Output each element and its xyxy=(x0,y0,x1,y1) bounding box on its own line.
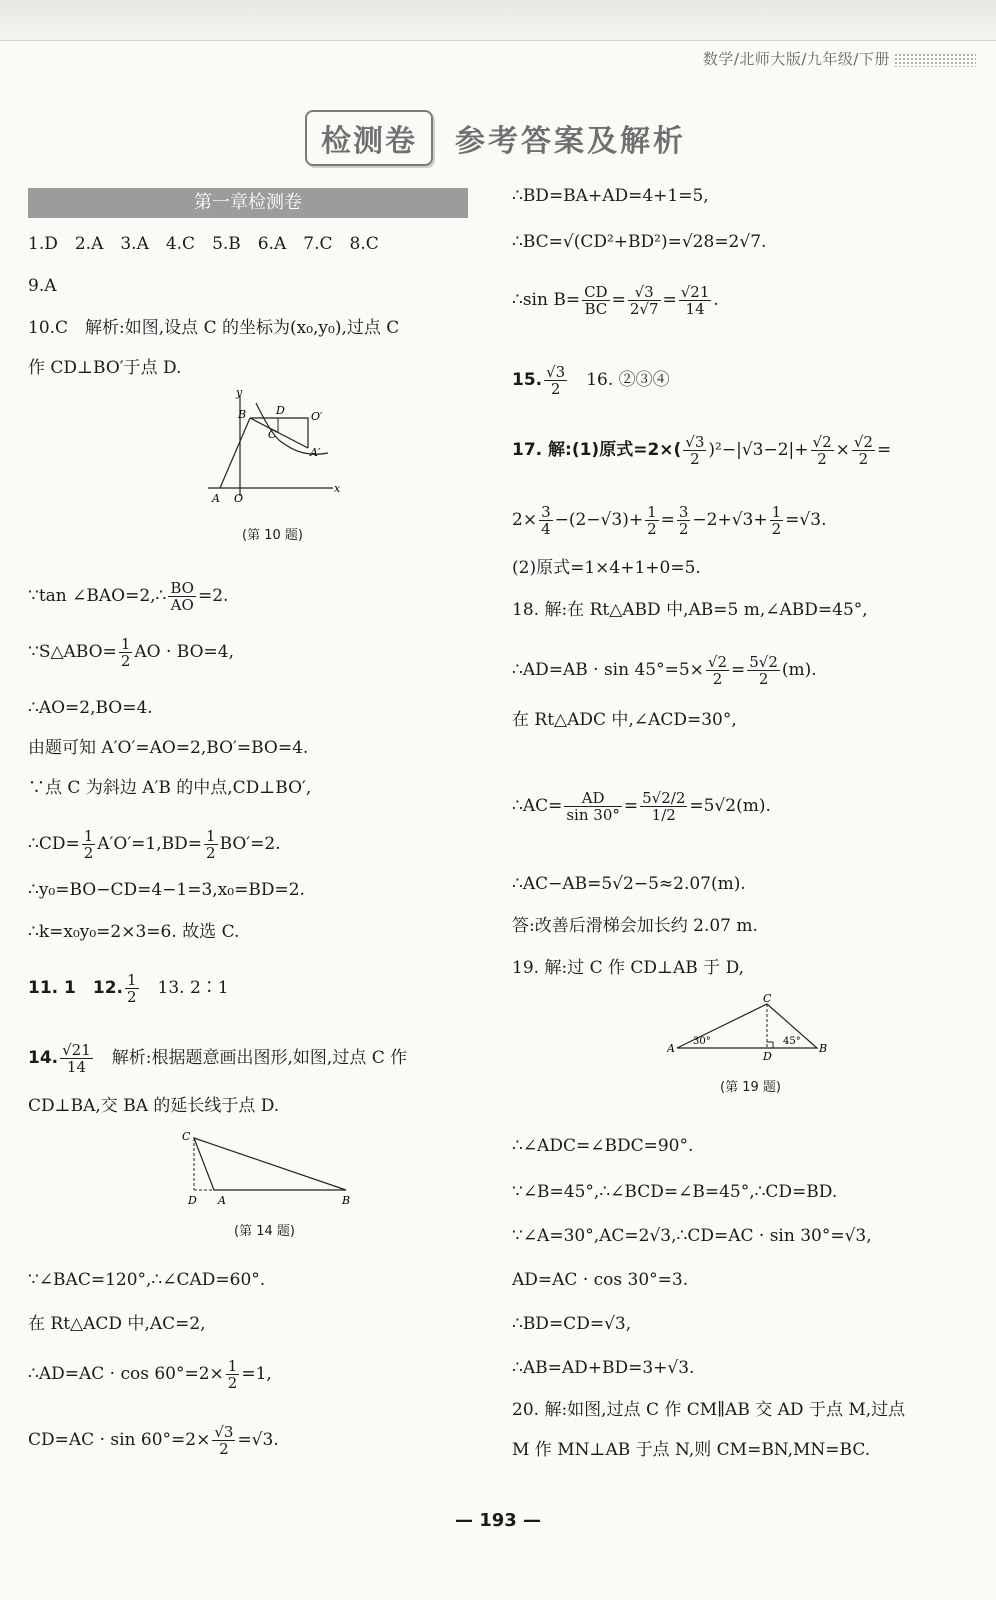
text: CD=AC · sin 60°=2× xyxy=(28,1430,211,1450)
q10-cd-line xyxy=(28,828,281,861)
text: 17. 解:(1)原式=2×( xyxy=(512,440,682,460)
series-label: 数学/北师大版/九年级/下册 xyxy=(702,50,890,68)
fraction xyxy=(640,790,687,823)
denominator: 1/2 xyxy=(651,806,676,824)
numerator: 5√2/2 xyxy=(642,789,686,807)
fraction xyxy=(811,434,834,467)
fraction xyxy=(82,828,96,861)
q14-line-3: ∵∠BAC=120°,∴∠CAD=60°. xyxy=(28,1270,266,1290)
numerator: √3 xyxy=(628,284,661,301)
denominator: AO xyxy=(170,596,194,614)
text: ∴AD=AB · sin 45°=5× xyxy=(512,660,704,680)
denominator: 2 xyxy=(817,450,827,468)
text: ∴AD=AC · cos 60°=2× xyxy=(28,1364,224,1384)
fig14-label-D: D xyxy=(188,1194,197,1207)
fraction xyxy=(119,636,133,669)
text: =√3. xyxy=(237,1430,279,1450)
text: =1, xyxy=(241,1364,272,1384)
text: × xyxy=(835,440,850,460)
text: = xyxy=(731,660,746,680)
top-bar xyxy=(0,0,996,41)
fig14-label-A: A xyxy=(218,1194,226,1207)
numerator: 1 xyxy=(126,971,137,989)
fraction xyxy=(706,654,729,687)
answers-11-13 xyxy=(28,972,229,1005)
q19-line-5: AD=AC · cos 30°=3. xyxy=(512,1270,689,1290)
fig10-label-y: y xyxy=(236,388,243,399)
text: A′O′=1,BD= xyxy=(97,834,203,854)
series-header xyxy=(703,48,976,69)
numerator: √3 xyxy=(685,433,705,451)
denominator: 4 xyxy=(541,520,551,538)
denominator: 2 xyxy=(858,450,869,468)
numerator: 1 xyxy=(647,503,657,521)
q10-text-2: 作 CD⊥BO′于点 D. xyxy=(28,358,182,378)
numerator: BO xyxy=(170,579,194,597)
figure-14 xyxy=(176,1128,366,1208)
fig14-label-B: B xyxy=(342,1194,351,1207)
dots-decoration xyxy=(894,53,976,67)
numerator: 1 xyxy=(120,635,131,653)
fraction xyxy=(628,284,661,317)
q19-line-6: ∴BD=CD=√3, xyxy=(512,1314,632,1334)
fraction xyxy=(747,654,780,687)
fig19-angle-30: 30° xyxy=(693,1036,711,1047)
numerator: √3 xyxy=(546,363,566,381)
text: ∵S△ABO= xyxy=(28,642,117,662)
text: = xyxy=(623,796,639,816)
q14-sin-line xyxy=(512,284,719,317)
fraction xyxy=(544,364,567,397)
text: )²−|√3−2|+ xyxy=(708,440,809,460)
text: = xyxy=(662,290,677,310)
fig10-label-D: D xyxy=(276,404,285,417)
fraction xyxy=(212,1424,235,1457)
q10-text-1: 10.C 解析:如图,设点 C 的坐标为(x₀,y₀),过点 C xyxy=(28,318,400,338)
q18-line-1: 18. 解:在 Rt△ABD 中,AB=5 m,∠ABD=45°, xyxy=(512,600,868,620)
fig10-label-x: x xyxy=(334,482,341,495)
text: −2+√3+ xyxy=(692,510,768,530)
text: 2× xyxy=(512,510,538,530)
q17-line-3: (2)原式=1×4+1+0=5. xyxy=(512,558,701,578)
fig19-caption: (第 19 题) xyxy=(720,1080,781,1095)
text: 14. xyxy=(28,1048,59,1068)
numerator: √2 xyxy=(707,653,728,671)
fig10-label-B: B xyxy=(238,408,247,421)
chapter-heading: 第一章检测卷 xyxy=(28,188,468,218)
fraction xyxy=(683,434,706,467)
denominator: BC xyxy=(584,300,608,318)
numerator: 3 xyxy=(678,503,689,521)
numerator: 3 xyxy=(541,503,551,521)
fig19-label-A: A xyxy=(667,1042,675,1055)
numerator: √3 xyxy=(214,1423,234,1441)
fraction xyxy=(852,434,875,467)
q18-answer: 答:改善后滑梯会加长约 2.07 m. xyxy=(512,916,758,936)
fraction xyxy=(645,504,659,537)
text: =5√2(m). xyxy=(689,796,771,816)
q10-line-12: ∴k=x₀y₀=2×3=6. 故选 C. xyxy=(28,922,240,942)
text: =√3. xyxy=(785,510,827,530)
text: ∴CD= xyxy=(28,834,80,854)
title-text: 参考答案及解析 xyxy=(455,124,686,159)
fraction xyxy=(60,1042,93,1075)
figure-19 xyxy=(667,992,837,1062)
denominator: 2 xyxy=(83,844,94,862)
numerator: 1 xyxy=(771,503,782,521)
q14-line-2: CD⊥BA,交 BA 的延长线于点 D. xyxy=(28,1096,280,1116)
text: = xyxy=(876,440,892,460)
denominator: 2 xyxy=(227,1374,238,1392)
denominator: 2√7 xyxy=(629,300,659,318)
answer-9: 9.A xyxy=(28,276,57,296)
fraction xyxy=(582,284,610,317)
q19-line-2: ∴∠ADC=∠BDC=90°. xyxy=(512,1136,694,1156)
text: BO′=2. xyxy=(219,834,281,854)
title-box: 检测卷 xyxy=(305,110,433,166)
q10-line-7: ∴AO=2,BO=4. xyxy=(28,698,153,718)
q10-tan-line xyxy=(28,580,228,613)
numerator: √2 xyxy=(812,433,832,451)
denominator: 2 xyxy=(678,520,689,538)
text: AO · BO=4, xyxy=(134,642,234,662)
q19-line-3: ∵∠B=45°,∴∠BCD=∠B=45°,∴CD=BD. xyxy=(512,1182,838,1202)
fig10-label-O: O xyxy=(234,492,244,505)
fig10-label-A: A xyxy=(212,492,220,505)
q17-line-1 xyxy=(512,434,891,467)
q14-line-1 xyxy=(28,1042,407,1075)
fig19-angle-45: 45° xyxy=(783,1036,801,1047)
numerator: √21 xyxy=(680,283,710,301)
text: 13. 2∶1 xyxy=(140,978,229,998)
q19-line-7: ∴AB=AD+BD=3+√3. xyxy=(512,1358,695,1378)
text: (m). xyxy=(781,660,817,680)
denominator: 2 xyxy=(206,844,216,862)
denominator: sin 30° xyxy=(566,806,620,824)
fraction xyxy=(539,504,553,537)
q20-line-2: M 作 MN⊥AB 于点 N,则 CM=BN,MN=BC. xyxy=(512,1440,871,1460)
q10-area-line xyxy=(28,636,234,669)
q14-ad-line xyxy=(28,1358,272,1391)
denominator: 14 xyxy=(66,1058,86,1076)
q14-bc-line: ∴BC=√(CD²+BD²)=√28=2√7. xyxy=(512,232,767,252)
figure-10 xyxy=(198,388,368,508)
numerator: AD xyxy=(564,790,622,807)
q18-line-3: 在 Rt△ADC 中,∠ACD=30°, xyxy=(512,710,737,730)
q18-ac-line xyxy=(512,790,771,823)
denominator: 2 xyxy=(712,670,723,688)
fraction xyxy=(770,504,784,537)
text: = xyxy=(660,510,675,530)
fig10-label-O1: O′ xyxy=(311,410,323,423)
q10-line-9: ∵点 C 为斜边 A′B 的中点,CD⊥BO′, xyxy=(28,778,312,798)
numerator: √21 xyxy=(62,1041,91,1059)
q17-line-2 xyxy=(512,504,826,537)
numerator: 5√2 xyxy=(749,653,778,671)
q10-line-11: ∴y₀=BO−CD=4−1=3,x₀=BD=2. xyxy=(28,880,305,900)
denominator: 2 xyxy=(550,380,561,398)
text: ∵tan ∠BAO=2,∴ xyxy=(28,586,167,606)
q10-line-8: 由题可知 A′O′=AO=2,BO′=BO=4. xyxy=(28,738,309,758)
text: ∴AC= xyxy=(512,796,563,816)
text: −(2−√3)+ xyxy=(554,510,644,530)
fig19-label-C: C xyxy=(763,992,772,1005)
fraction xyxy=(679,284,712,317)
denominator: 2 xyxy=(126,988,137,1006)
text: 16. ②③④ xyxy=(569,370,670,390)
fig14-caption: (第 14 题) xyxy=(234,1224,295,1239)
fraction xyxy=(564,790,622,823)
text: = xyxy=(611,290,626,310)
fraction xyxy=(125,972,139,1005)
q14-line-4: 在 Rt△ACD 中,AC=2, xyxy=(28,1314,206,1334)
q14-bd-line: ∴BD=BA+AD=4+1=5, xyxy=(512,186,709,206)
denominator: 2 xyxy=(690,450,700,468)
denominator: 2 xyxy=(647,520,657,538)
fig10-caption: (第 10 题) xyxy=(242,528,303,543)
q18-line-5: ∴AC−AB=5√2−5≈2.07(m). xyxy=(512,874,746,894)
numerator: 1 xyxy=(206,827,216,845)
page-title xyxy=(305,110,686,166)
fig10-label-A1: A′ xyxy=(310,446,321,459)
text: ∴sin B= xyxy=(512,290,581,310)
text: 解析:根据题意画出图形,如图,过点 C 作 xyxy=(94,1048,408,1068)
q19-line-4: ∵∠A=30°,AC=2√3,∴CD=AC · sin 30°=√3, xyxy=(512,1226,872,1246)
text: 15. xyxy=(512,370,543,390)
fig19-label-B: B xyxy=(819,1042,828,1055)
fraction xyxy=(677,504,691,537)
q20-line-1: 20. 解:如图,过点 C 作 CM∥AB 交 AD 于点 M,过点 xyxy=(512,1400,906,1420)
q19-line-1: 19. 解:过 C 作 CD⊥AB 于 D, xyxy=(512,958,745,978)
denominator: 14 xyxy=(685,300,705,318)
fraction xyxy=(226,1358,240,1391)
fraction xyxy=(204,828,218,861)
fig19-label-D: D xyxy=(763,1050,772,1062)
denominator: 2 xyxy=(771,520,782,538)
denominator: 2 xyxy=(120,652,131,670)
fraction xyxy=(168,580,196,613)
numerator: √2 xyxy=(853,433,873,451)
page-number: — 193 — xyxy=(454,1510,542,1531)
q18-ad-line xyxy=(512,654,817,687)
fig14-label-C: C xyxy=(182,1130,191,1143)
numerator: CD xyxy=(584,283,608,301)
text: 11. 1 12. xyxy=(28,978,123,998)
answers-15-16 xyxy=(512,364,670,397)
fig10-label-C: C xyxy=(268,428,277,441)
answers-1-8: 1.D 2.A 3.A 4.C 5.B 6.A 7.C 8.C xyxy=(28,234,379,254)
denominator: 2 xyxy=(758,670,769,688)
q14-cd-line xyxy=(28,1424,279,1457)
numerator: 1 xyxy=(83,827,94,845)
numerator: 1 xyxy=(227,1357,238,1375)
text: =2. xyxy=(197,586,229,606)
text: . xyxy=(713,290,719,310)
denominator: 2 xyxy=(219,1440,229,1458)
